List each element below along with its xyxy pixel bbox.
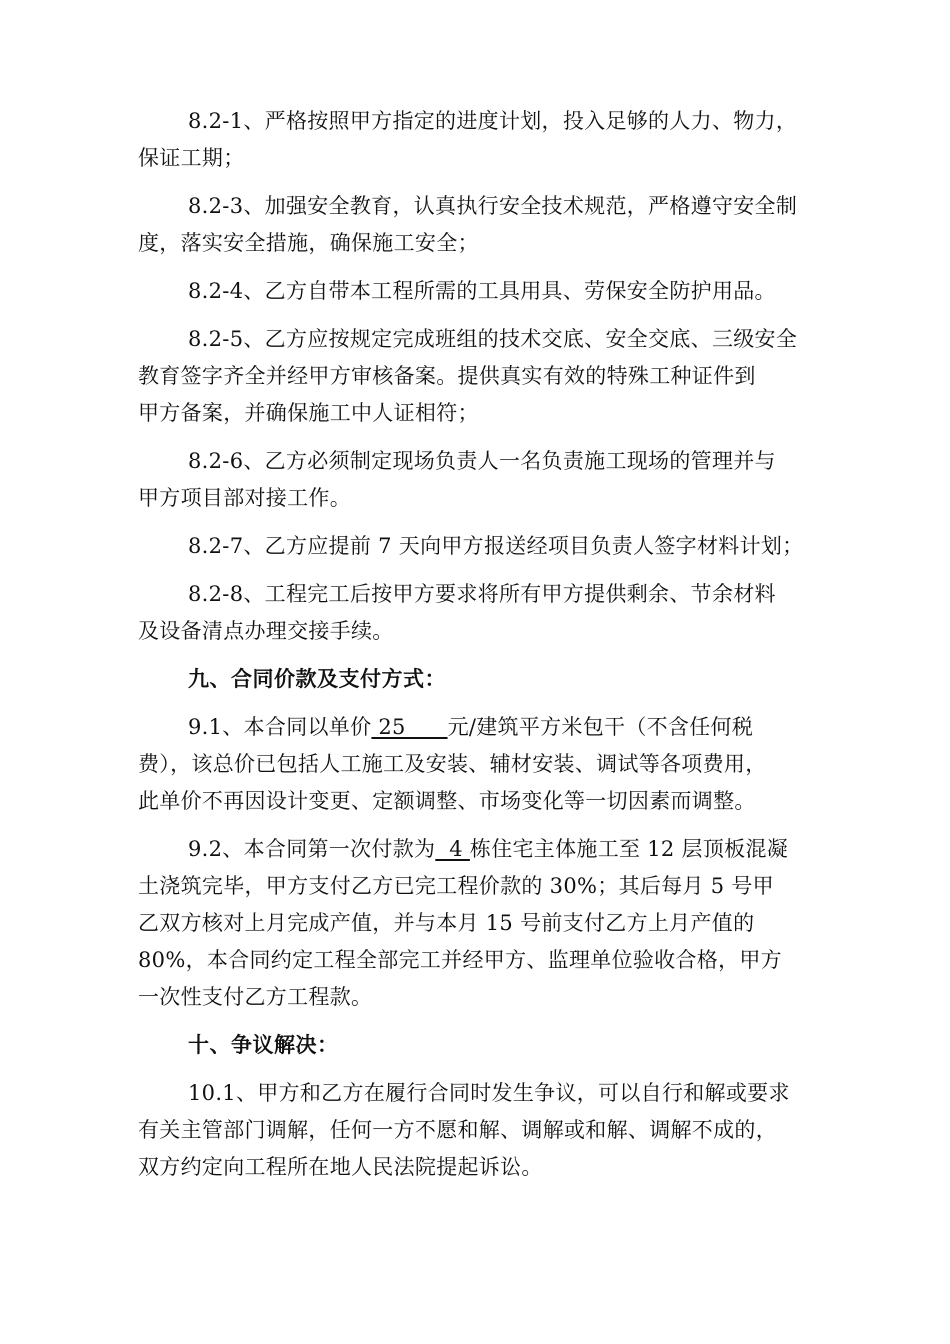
clause-9-2: [138, 831, 813, 1016]
clause-line: 8.2-4、乙方自带本工程所需的工具用具、劳保安全防护用品。: [188, 279, 776, 303]
clause-line: 10.1、甲方和乙方在履行合同时发生争议，可以自行和解或要求: [188, 1081, 790, 1105]
clause-line: 8.2-6、乙方必须制定现场负责人一名负责施工现场的管理并与: [188, 449, 776, 473]
clause-text: 元/建筑平方米包干（不含任何税: [447, 715, 754, 739]
clause-8-2-4: [163, 273, 813, 310]
clause-line: 甲方项目部对接工作。: [138, 486, 351, 510]
clause-10-1: [138, 1075, 813, 1186]
clause-line: 80%，本合同约定工程全部完工并经甲方、监理单位验收合格，甲方: [138, 948, 782, 972]
clause-line: 此单价不再因设计变更、定额调整、市场变化等一切因素而调整。: [138, 789, 756, 813]
clause-line: 费），该总价已包括人工施工及安装、辅材安装、调试等各项费用，: [138, 752, 767, 776]
clause-line: [163, 709, 813, 746]
clause-line: 度，落实安全措施，确保施工安全；: [138, 231, 479, 255]
clause-line: 乙双方核对上月完成产值，并与本月 15 号前支付乙方上月产值的: [138, 911, 755, 935]
clause-8-2-1: [138, 103, 813, 177]
clause-8-2-8: [138, 576, 813, 650]
clause-line: 8.2-7、乙方应提前 7 天向甲方报送经项目负责人签字材料计划；: [188, 534, 804, 558]
clause-line: 有关主管部门调解，任何一方不愿和解、调解或和解、调解不成的，: [138, 1118, 777, 1142]
clause-line: 及设备清点办理交接手续。: [138, 619, 394, 643]
clause-line: [163, 831, 813, 868]
clause-line: 土浇筑完毕，甲方支付乙方已完工程价款的 30%；其后每月 5 号甲: [138, 874, 774, 898]
clause-8-2-7: [163, 528, 813, 565]
document-body: [138, 103, 813, 1197]
clause-line: 一次性支付乙方工程款。: [138, 985, 373, 1009]
clause-line: 双方约定向工程所在地人民法院提起诉讼。: [138, 1155, 543, 1179]
clause-text: 9.1、本合同以单价: [188, 715, 372, 739]
clause-line: 甲方备案，并确保施工中人证相符；: [138, 401, 479, 425]
clause-line: 保证工期；: [138, 146, 245, 170]
clause-text: 9.2、本合同第一次付款为: [188, 837, 436, 861]
clause-line: 8.2-3、加强安全教育，认真执行安全技术规范，严格遵守安全制: [188, 194, 798, 218]
clause-line: 8.2-5、乙方应按规定完成班组的技术交底、安全交底、三级安全: [188, 327, 798, 351]
section-10-heading: 十、争议解决：: [188, 1033, 339, 1057]
clause-text: 栋住宅主体施工至 12 层顶板混凝: [469, 837, 789, 861]
clause-9-1: [138, 709, 813, 820]
clause-line: 8.2-1、严格按照甲方指定的进度计划，投入足够的人力、物力，: [188, 109, 798, 133]
clause-8-2-5: [138, 321, 813, 432]
unit-price-blank: 25: [371, 715, 448, 739]
clause-line: 8.2-8、工程完工后按甲方要求将所有甲方提供剩余、节余材料: [188, 582, 776, 606]
section-9-heading: 九、合同价款及支付方式：: [188, 667, 446, 691]
building-count-blank: 4: [435, 837, 470, 861]
clause-8-2-6: [138, 443, 813, 517]
clause-8-2-3: [138, 188, 813, 262]
clause-line: 教育签字齐全并经甲方审核备案。提供真实有效的特殊工种证件到: [138, 364, 756, 388]
